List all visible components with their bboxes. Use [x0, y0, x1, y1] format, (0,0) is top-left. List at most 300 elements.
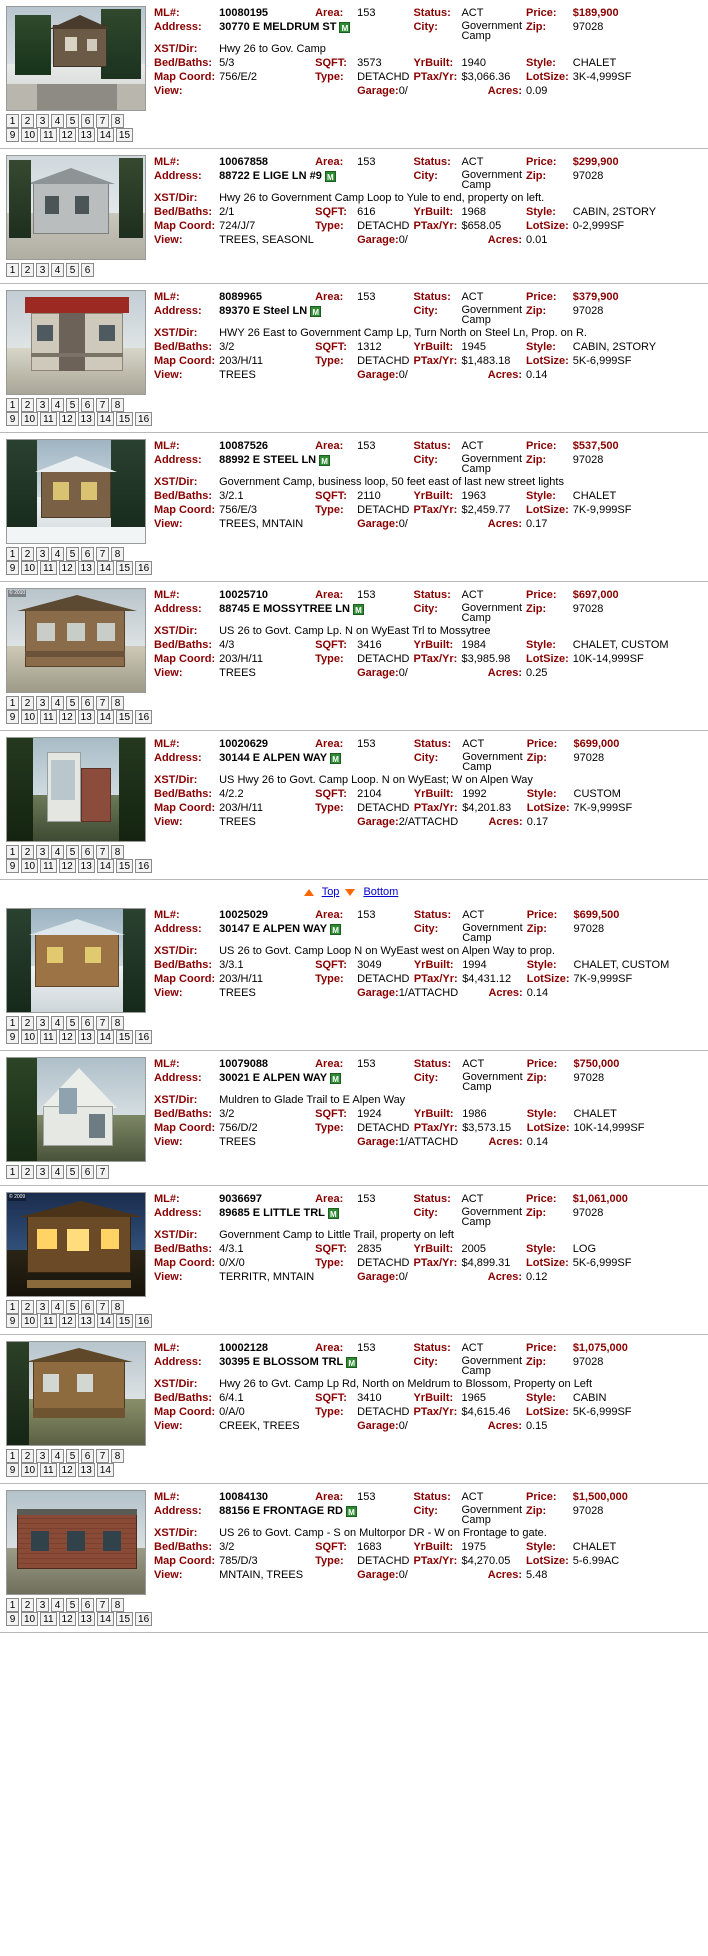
photo-page-button[interactable]: 5	[66, 114, 79, 128]
type-label: Type:	[315, 504, 344, 516]
status-label: Status:	[413, 7, 451, 19]
photo-page-button[interactable]: 1	[6, 263, 19, 277]
xstdir-value: Hwy 26 to Gov. Camp	[219, 43, 326, 55]
ml-number[interactable]: 10080195	[219, 7, 269, 19]
xstdir-value: US 26 to Govt. Camp Lp. N on WyEast Trl to Mossytree	[219, 625, 491, 637]
photo-page-button[interactable]: 5	[66, 696, 79, 710]
sqft-label: SQFT:	[315, 959, 347, 971]
photo-page-button[interactable]: 8	[111, 1598, 124, 1612]
price-value: $299,900	[572, 156, 619, 168]
photo-page-button[interactable]: 15	[116, 710, 133, 724]
photo-page-button[interactable]: 11	[40, 1314, 56, 1328]
photo-page-button[interactable]: 7	[96, 1165, 109, 1179]
xstdir-value: Hwy 26 to Gvt. Camp Lp Rd, North on Meldrum to Blossom, Property on Left	[219, 1378, 593, 1390]
photo-page-button[interactable]: 14	[97, 412, 114, 426]
photo-page-button[interactable]: 2	[21, 696, 34, 710]
city-label: City:	[413, 1356, 438, 1368]
photo-page-button[interactable]: 10	[21, 561, 38, 575]
map-icon[interactable]: M	[346, 1357, 357, 1368]
photo-page-button[interactable]: 13	[78, 412, 95, 426]
map-icon[interactable]: M	[325, 171, 336, 182]
area-value: 153	[357, 738, 376, 750]
photo-page-button[interactable]: 4	[51, 263, 64, 277]
garage-label-text: Garage:	[357, 234, 399, 246]
photo-page-button[interactable]: 1	[6, 1165, 19, 1179]
style-label: Style:	[526, 1541, 556, 1553]
photo-page-button[interactable]: 12	[59, 128, 76, 142]
area-label: Area:	[315, 440, 344, 452]
style-value: CABIN	[572, 1392, 607, 1404]
photo-page-button[interactable]: 3	[36, 845, 49, 859]
area-label: Area:	[315, 738, 344, 750]
photo-page-button[interactable]: 2	[21, 1598, 34, 1612]
address-value: 88745 E MOSSYTREE LN	[219, 603, 350, 615]
listing-card[interactable]	[0, 1335, 708, 1484]
listing-card[interactable]	[0, 433, 708, 582]
photo-page-button[interactable]: 12	[59, 1463, 76, 1477]
acres-label: Acres:	[487, 85, 522, 97]
photo-page-button[interactable]: 8	[111, 1016, 124, 1030]
property-photo[interactable]	[6, 1057, 146, 1162]
mapcoord-label: Map Coord:	[154, 1257, 216, 1269]
photo-page-button[interactable]: 13	[78, 1030, 95, 1044]
photo-page-button[interactable]: 5	[66, 845, 79, 859]
photo-pager[interactable]	[0, 1595, 708, 1628]
map-icon[interactable]: M	[310, 306, 321, 317]
photo-page-button[interactable]: 5	[66, 1300, 79, 1314]
acres-label: Acres:	[488, 816, 523, 828]
photo-page-button[interactable]: 7	[96, 114, 109, 128]
photo-page-button[interactable]: 5	[66, 1016, 79, 1030]
property-photo[interactable]	[6, 6, 146, 111]
price-label: Price:	[526, 156, 557, 168]
listing-card[interactable]	[0, 0, 708, 149]
listing-card[interactable]	[0, 1051, 708, 1186]
map-icon[interactable]: M	[339, 22, 350, 33]
map-icon[interactable]: M	[330, 924, 341, 935]
photo-page-button[interactable]: 16	[135, 1612, 152, 1626]
photo-page-button[interactable]: 6	[81, 547, 94, 561]
photo-page-button[interactable]: 16	[135, 412, 152, 426]
photo-page-button[interactable]: 3	[36, 114, 49, 128]
property-photo[interactable]	[6, 439, 146, 544]
photo-page-button[interactable]: 4	[51, 1165, 64, 1179]
photo-page-button[interactable]: 14	[97, 1463, 114, 1477]
listing-card[interactable]	[0, 582, 708, 731]
photo-page-button[interactable]: 9	[6, 1612, 19, 1626]
map-icon[interactable]: M	[330, 753, 341, 764]
photo-page-button[interactable]: 4	[51, 845, 64, 859]
lotsize-label: LotSize:	[526, 504, 569, 516]
photo-page-button[interactable]: 11	[40, 412, 56, 426]
photo-page-button[interactable]: 3	[36, 398, 49, 412]
ptax-value: $4,270.05	[461, 1555, 511, 1567]
photo-page-button[interactable]: 10	[21, 1314, 38, 1328]
photo-page-button[interactable]: 3	[36, 1016, 49, 1030]
ml-number[interactable]: 10002128	[219, 1342, 269, 1354]
photo-page-button[interactable]: 7	[96, 1449, 109, 1463]
photo-pager[interactable]	[0, 1162, 708, 1181]
ml-number[interactable]: 10079088	[219, 1058, 269, 1070]
price-value: $379,900	[572, 291, 619, 303]
listing-card[interactable]	[0, 731, 708, 880]
photo-page-button[interactable]: 2	[21, 547, 34, 561]
photo-page-button[interactable]: 12	[59, 1612, 76, 1626]
photo-page-button[interactable]: 16	[135, 561, 152, 575]
property-photo[interactable]	[6, 908, 146, 1013]
listing-photo-column	[0, 588, 148, 693]
address-value: 30395 E BLOSSOM TRL	[219, 1356, 344, 1368]
price-value: $699,500	[573, 909, 620, 921]
photo-page-button[interactable]: 11	[40, 1463, 56, 1477]
ml-number[interactable]: 9036697	[219, 1193, 262, 1205]
photo-page-button[interactable]: 12	[59, 859, 76, 873]
photo-page-button[interactable]: 6	[81, 1300, 94, 1314]
photo-page-button[interactable]: 7	[96, 398, 109, 412]
photo-page-button[interactable]: 3	[36, 1165, 49, 1179]
ml-number[interactable]: 10067858	[219, 156, 269, 168]
photo-page-button[interactable]: 12	[59, 710, 76, 724]
style-value: CHALET, CUSTOM	[572, 639, 669, 651]
photo-page-button[interactable]: 16	[135, 1314, 152, 1328]
photo-page-button[interactable]: 6	[81, 263, 94, 277]
area-value: 153	[357, 589, 376, 601]
sqft-label: SQFT:	[315, 1108, 347, 1120]
photo-page-button[interactable]: 4	[51, 547, 64, 561]
area-label: Area:	[315, 156, 344, 168]
photo-page-button[interactable]: 14	[97, 710, 114, 724]
status-label: Status:	[413, 1491, 451, 1503]
photo-page-button[interactable]: 1	[6, 696, 19, 710]
photo-page-button[interactable]: 3	[36, 1598, 49, 1612]
photo-page-button[interactable]: 9	[6, 412, 19, 426]
acres-label: Acres:	[487, 667, 523, 679]
bedbaths-value: 6/4.1	[219, 1392, 244, 1404]
photo-page-button[interactable]: 4	[51, 696, 64, 710]
photo-page-button[interactable]: 13	[78, 1612, 95, 1626]
photo-page-button[interactable]: 2	[21, 1300, 34, 1314]
photo-page-button[interactable]: 14	[97, 128, 114, 142]
photo-page-button[interactable]: 10	[21, 1463, 38, 1477]
photo-page-button[interactable]: 13	[78, 128, 95, 142]
ml-number[interactable]: 10087526	[219, 440, 269, 452]
photo-page-button[interactable]: 1	[6, 547, 19, 561]
area-value: 153	[357, 156, 376, 168]
photo-pager[interactable]	[0, 1013, 708, 1046]
photo-page-button[interactable]: 1	[6, 1016, 19, 1030]
photo-pager[interactable]	[0, 1446, 708, 1479]
property-photo[interactable]	[6, 1341, 146, 1446]
mapcoord-value: 203/H/11	[219, 973, 263, 985]
photo-page-button[interactable]: 15	[116, 1314, 133, 1328]
photo-pager[interactable]	[0, 842, 708, 875]
photo-page-button[interactable]: 13	[78, 1463, 95, 1477]
garage-label-text: Garage:	[357, 1271, 399, 1283]
photo-page-button[interactable]: 7	[96, 696, 109, 710]
photo-page-button[interactable]: 6	[81, 845, 94, 859]
style-label: Style:	[526, 1392, 556, 1404]
photo-page-button[interactable]: 14	[97, 1314, 114, 1328]
map-icon[interactable]: M	[346, 1506, 357, 1517]
status-label: Status:	[413, 291, 451, 303]
photo-page-button[interactable]: 1	[6, 845, 19, 859]
mapcoord-value: 203/H/11	[219, 355, 263, 367]
garage-value: 0/	[398, 1271, 408, 1283]
photo-page-button[interactable]: 14	[97, 1612, 114, 1626]
photo-page-button[interactable]: 2	[21, 263, 34, 277]
photo-page-button[interactable]: 5	[66, 547, 79, 561]
ml-number[interactable]: 8089965	[219, 291, 262, 303]
photo-page-button[interactable]: 1	[6, 1598, 19, 1612]
photo-page-button[interactable]: 3	[36, 547, 49, 561]
photo-page-button[interactable]: 3	[36, 1449, 49, 1463]
lotsize-label: LotSize:	[526, 220, 569, 232]
photo-page-button[interactable]: 8	[111, 696, 124, 710]
photo-page-button[interactable]: 11	[40, 859, 56, 873]
photo-page-button[interactable]: 2	[21, 1165, 34, 1179]
listing-photo-column	[0, 290, 148, 395]
city-value: Government Camp	[461, 169, 522, 191]
photo-page-button[interactable]: 7	[96, 1598, 109, 1612]
status-label: Status:	[413, 440, 451, 452]
listing-photo-column	[0, 6, 148, 111]
photo-page-button[interactable]: 16	[135, 1030, 152, 1044]
photo-page-button[interactable]: 8	[111, 1449, 124, 1463]
lotsize-label: LotSize:	[526, 71, 569, 83]
photo-page-button[interactable]: 11	[40, 128, 56, 142]
photo-page-button[interactable]: 1	[6, 398, 19, 412]
photo-page-button[interactable]: 3	[36, 263, 49, 277]
photo-pager[interactable]	[0, 260, 708, 279]
property-photo[interactable]	[6, 290, 146, 395]
bedbaths-label: Bed/Baths:	[154, 1541, 213, 1553]
xstdir-value: US Hwy 26 to Govt. Camp Loop. N on WyEast; W on Alpen Way	[219, 774, 533, 786]
ptax-label: PTax/Yr:	[413, 973, 458, 985]
acres-label: Acres:	[487, 234, 522, 246]
photo-page-button[interactable]: 16	[135, 710, 152, 724]
photo-page-button[interactable]: 7	[96, 1300, 109, 1314]
property-photo[interactable]	[6, 1192, 146, 1297]
photo-page-button[interactable]: 4	[51, 1300, 64, 1314]
photo-page-button[interactable]: 6	[81, 1016, 94, 1030]
view-value: TREES	[219, 667, 256, 679]
property-photo[interactable]	[6, 737, 146, 842]
photo-page-button[interactable]: 5	[66, 1449, 79, 1463]
address-label: Address:	[154, 1207, 202, 1219]
view-label: View:	[154, 1271, 183, 1283]
yrbuilt-label: YrBuilt:	[413, 639, 454, 651]
ml-number[interactable]: 10025029	[219, 909, 269, 921]
photo-page-button[interactable]: 15	[116, 561, 133, 575]
photo-page-button[interactable]: 14	[97, 859, 114, 873]
photo-page-button[interactable]: 12	[59, 412, 76, 426]
photo-page-button[interactable]: 1	[6, 1449, 19, 1463]
photo-page-button[interactable]: 5	[66, 1165, 79, 1179]
photo-pager[interactable]	[0, 1297, 708, 1330]
photo-page-button[interactable]: 4	[51, 1449, 64, 1463]
yrbuilt-value: 1945	[461, 341, 486, 353]
photo-page-button[interactable]: 8	[111, 398, 124, 412]
photo-page-button[interactable]: 10	[21, 1612, 38, 1626]
photo-page-button[interactable]: 5	[66, 1598, 79, 1612]
photo-page-button[interactable]: 6	[81, 1449, 94, 1463]
photo-page-button[interactable]: 9	[6, 859, 19, 873]
photo-page-button[interactable]: 11	[40, 710, 56, 724]
lotsize-value: 7K-9,999SF	[572, 504, 632, 516]
photo-page-button[interactable]: 9	[6, 128, 19, 142]
photo-page-button[interactable]: 3	[36, 696, 49, 710]
photo-page-button[interactable]: 1	[6, 1300, 19, 1314]
listing-card[interactable]	[0, 149, 708, 284]
view-value: TREES, MNTAIN	[219, 518, 304, 530]
photo-page-button[interactable]: 3	[36, 1300, 49, 1314]
photo-page-button[interactable]: 14	[97, 1030, 114, 1044]
type-value: DETACHD	[357, 504, 410, 516]
photo-page-button[interactable]: 2	[21, 845, 34, 859]
ml-number[interactable]: 10020629	[219, 738, 269, 750]
photo-page-button[interactable]: 12	[59, 1314, 76, 1328]
photo-page-button[interactable]: 13	[78, 859, 95, 873]
photo-page-button[interactable]: 9	[6, 561, 19, 575]
photo-page-button[interactable]: 15	[116, 128, 133, 142]
photo-page-button[interactable]: 12	[59, 1030, 76, 1044]
photo-page-button[interactable]: 15	[116, 859, 133, 873]
view-label: View:	[154, 85, 183, 97]
ml-number[interactable]: 10084130	[219, 1491, 269, 1503]
photo-page-button[interactable]: 2	[21, 1449, 34, 1463]
style-value: CHALET, CUSTOM	[573, 959, 670, 971]
photo-page-button[interactable]: 7	[96, 1016, 109, 1030]
ptax-label: PTax/Yr:	[413, 1122, 458, 1134]
photo-page-button[interactable]: 8	[111, 845, 124, 859]
photo-page-button[interactable]: 8	[111, 114, 124, 128]
city-label: City:	[413, 454, 438, 466]
area-label: Area:	[315, 1491, 344, 1503]
photo-page-button[interactable]: 6	[81, 1598, 94, 1612]
property-photo[interactable]	[6, 588, 146, 693]
price-label: Price:	[526, 1193, 557, 1205]
zip-value: 97028	[573, 923, 605, 935]
view-value: CREEK, TREES	[219, 1420, 300, 1432]
top-link[interactable]: Top	[321, 886, 340, 898]
property-photo[interactable]	[6, 1490, 146, 1595]
photo-page-button[interactable]: 13	[78, 710, 95, 724]
yrbuilt-value: 1992	[462, 788, 487, 800]
photo-page-button[interactable]: 10	[21, 412, 38, 426]
photo-page-button[interactable]: 8	[111, 1300, 124, 1314]
ml-number[interactable]: 10025710	[219, 589, 269, 601]
photo-page-button[interactable]: 9	[6, 710, 19, 724]
bottom-link[interactable]: Bottom	[363, 886, 399, 898]
style-label: Style:	[526, 639, 556, 651]
photo-page-button[interactable]: 4	[51, 1016, 64, 1030]
photo-page-button[interactable]: 15	[116, 412, 133, 426]
map-icon[interactable]: M	[330, 1073, 341, 1084]
photo-page-button[interactable]: 9	[6, 1314, 19, 1328]
address-value: 88992 E STEEL LN	[219, 454, 317, 466]
photo-page-button[interactable]: 5	[66, 398, 79, 412]
photo-page-button[interactable]: 2	[21, 114, 34, 128]
photo-page-button[interactable]: 11	[40, 1612, 56, 1626]
garage-label-text: Garage:	[357, 987, 399, 999]
sqft-label: SQFT:	[315, 788, 347, 800]
photo-page-button[interactable]: 16	[135, 859, 152, 873]
listing-card[interactable]	[0, 1484, 708, 1633]
photo-page-button[interactable]: 12	[59, 561, 76, 575]
lotsize-value: 0-2,999SF	[572, 220, 625, 232]
photo-page-button[interactable]: 4	[51, 114, 64, 128]
photo-page-button[interactable]: 9	[6, 1030, 19, 1044]
photo-page-button[interactable]: 4	[51, 398, 64, 412]
photo-page-button[interactable]: 2	[21, 1016, 34, 1030]
acres-label: Acres:	[488, 1136, 523, 1148]
photo-page-button[interactable]: 9	[6, 1463, 19, 1477]
photo-pager[interactable]	[0, 693, 708, 726]
photo-page-button[interactable]: 13	[78, 561, 95, 575]
map-icon[interactable]: M	[353, 604, 364, 615]
garage-label	[355, 815, 460, 829]
zip-value: 97028	[572, 170, 604, 182]
photo-page-button[interactable]: 5	[66, 263, 79, 277]
photo-page-button[interactable]: 13	[78, 1314, 95, 1328]
photo-page-button[interactable]: 4	[51, 1598, 64, 1612]
ptax-label: PTax/Yr:	[413, 802, 458, 814]
xstdir-value: US 26 to Govt. Camp - S on Multorpor DR - W on Frontage to gate.	[219, 1527, 547, 1539]
photo-page-button[interactable]: 10	[21, 859, 38, 873]
photo-page-button[interactable]: 10	[21, 128, 38, 142]
photo-page-button[interactable]: 14	[97, 561, 114, 575]
photo-page-button[interactable]: 7	[96, 547, 109, 561]
photo-page-button[interactable]: 7	[96, 845, 109, 859]
photo-page-button[interactable]: 6	[81, 696, 94, 710]
listing-card[interactable]	[0, 1186, 708, 1335]
photo-pager[interactable]	[0, 111, 708, 144]
photo-page-button[interactable]: 6	[81, 1165, 94, 1179]
listing-card[interactable]	[0, 902, 708, 1051]
listing-card[interactable]	[0, 284, 708, 433]
xstdir-value: Muldren to Glade Trail to E Alpen Way	[219, 1094, 406, 1106]
map-icon[interactable]: M	[319, 455, 330, 466]
map-icon[interactable]: M	[328, 1208, 339, 1219]
bedbaths-value: 3/2	[219, 1541, 235, 1553]
photo-page-button[interactable]: 10	[21, 1030, 38, 1044]
photo-page-button[interactable]: 2	[21, 398, 34, 412]
address-cell	[217, 1355, 411, 1377]
mapcoord-value: 756/D/2	[219, 1122, 258, 1134]
mapcoord-label: Map Coord:	[154, 71, 216, 83]
photo-page-button[interactable]: 11	[40, 1030, 56, 1044]
type-label: Type:	[315, 71, 344, 83]
listing-details	[148, 6, 708, 98]
photo-page-button[interactable]: 15	[116, 1030, 133, 1044]
photo-page-button[interactable]: 1	[6, 114, 19, 128]
type-label: Type:	[315, 1555, 344, 1567]
photo-page-button[interactable]: 6	[81, 114, 94, 128]
photo-page-button[interactable]: 8	[111, 547, 124, 561]
photo-page-button[interactable]: 6	[81, 398, 94, 412]
status-value: ACT	[461, 589, 484, 601]
photo-page-button[interactable]: 11	[40, 561, 56, 575]
photo-page-button[interactable]: 15	[116, 1612, 133, 1626]
property-photo[interactable]	[6, 155, 146, 260]
type-value: DETACHD	[357, 973, 410, 985]
photo-pager[interactable]	[0, 395, 708, 428]
area-label: Area:	[315, 1058, 344, 1070]
photo-pager[interactable]	[0, 544, 708, 577]
photo-page-button[interactable]: 10	[21, 710, 38, 724]
ptax-value: $1,483.18	[461, 355, 511, 367]
garage-value: 0/	[398, 369, 408, 381]
